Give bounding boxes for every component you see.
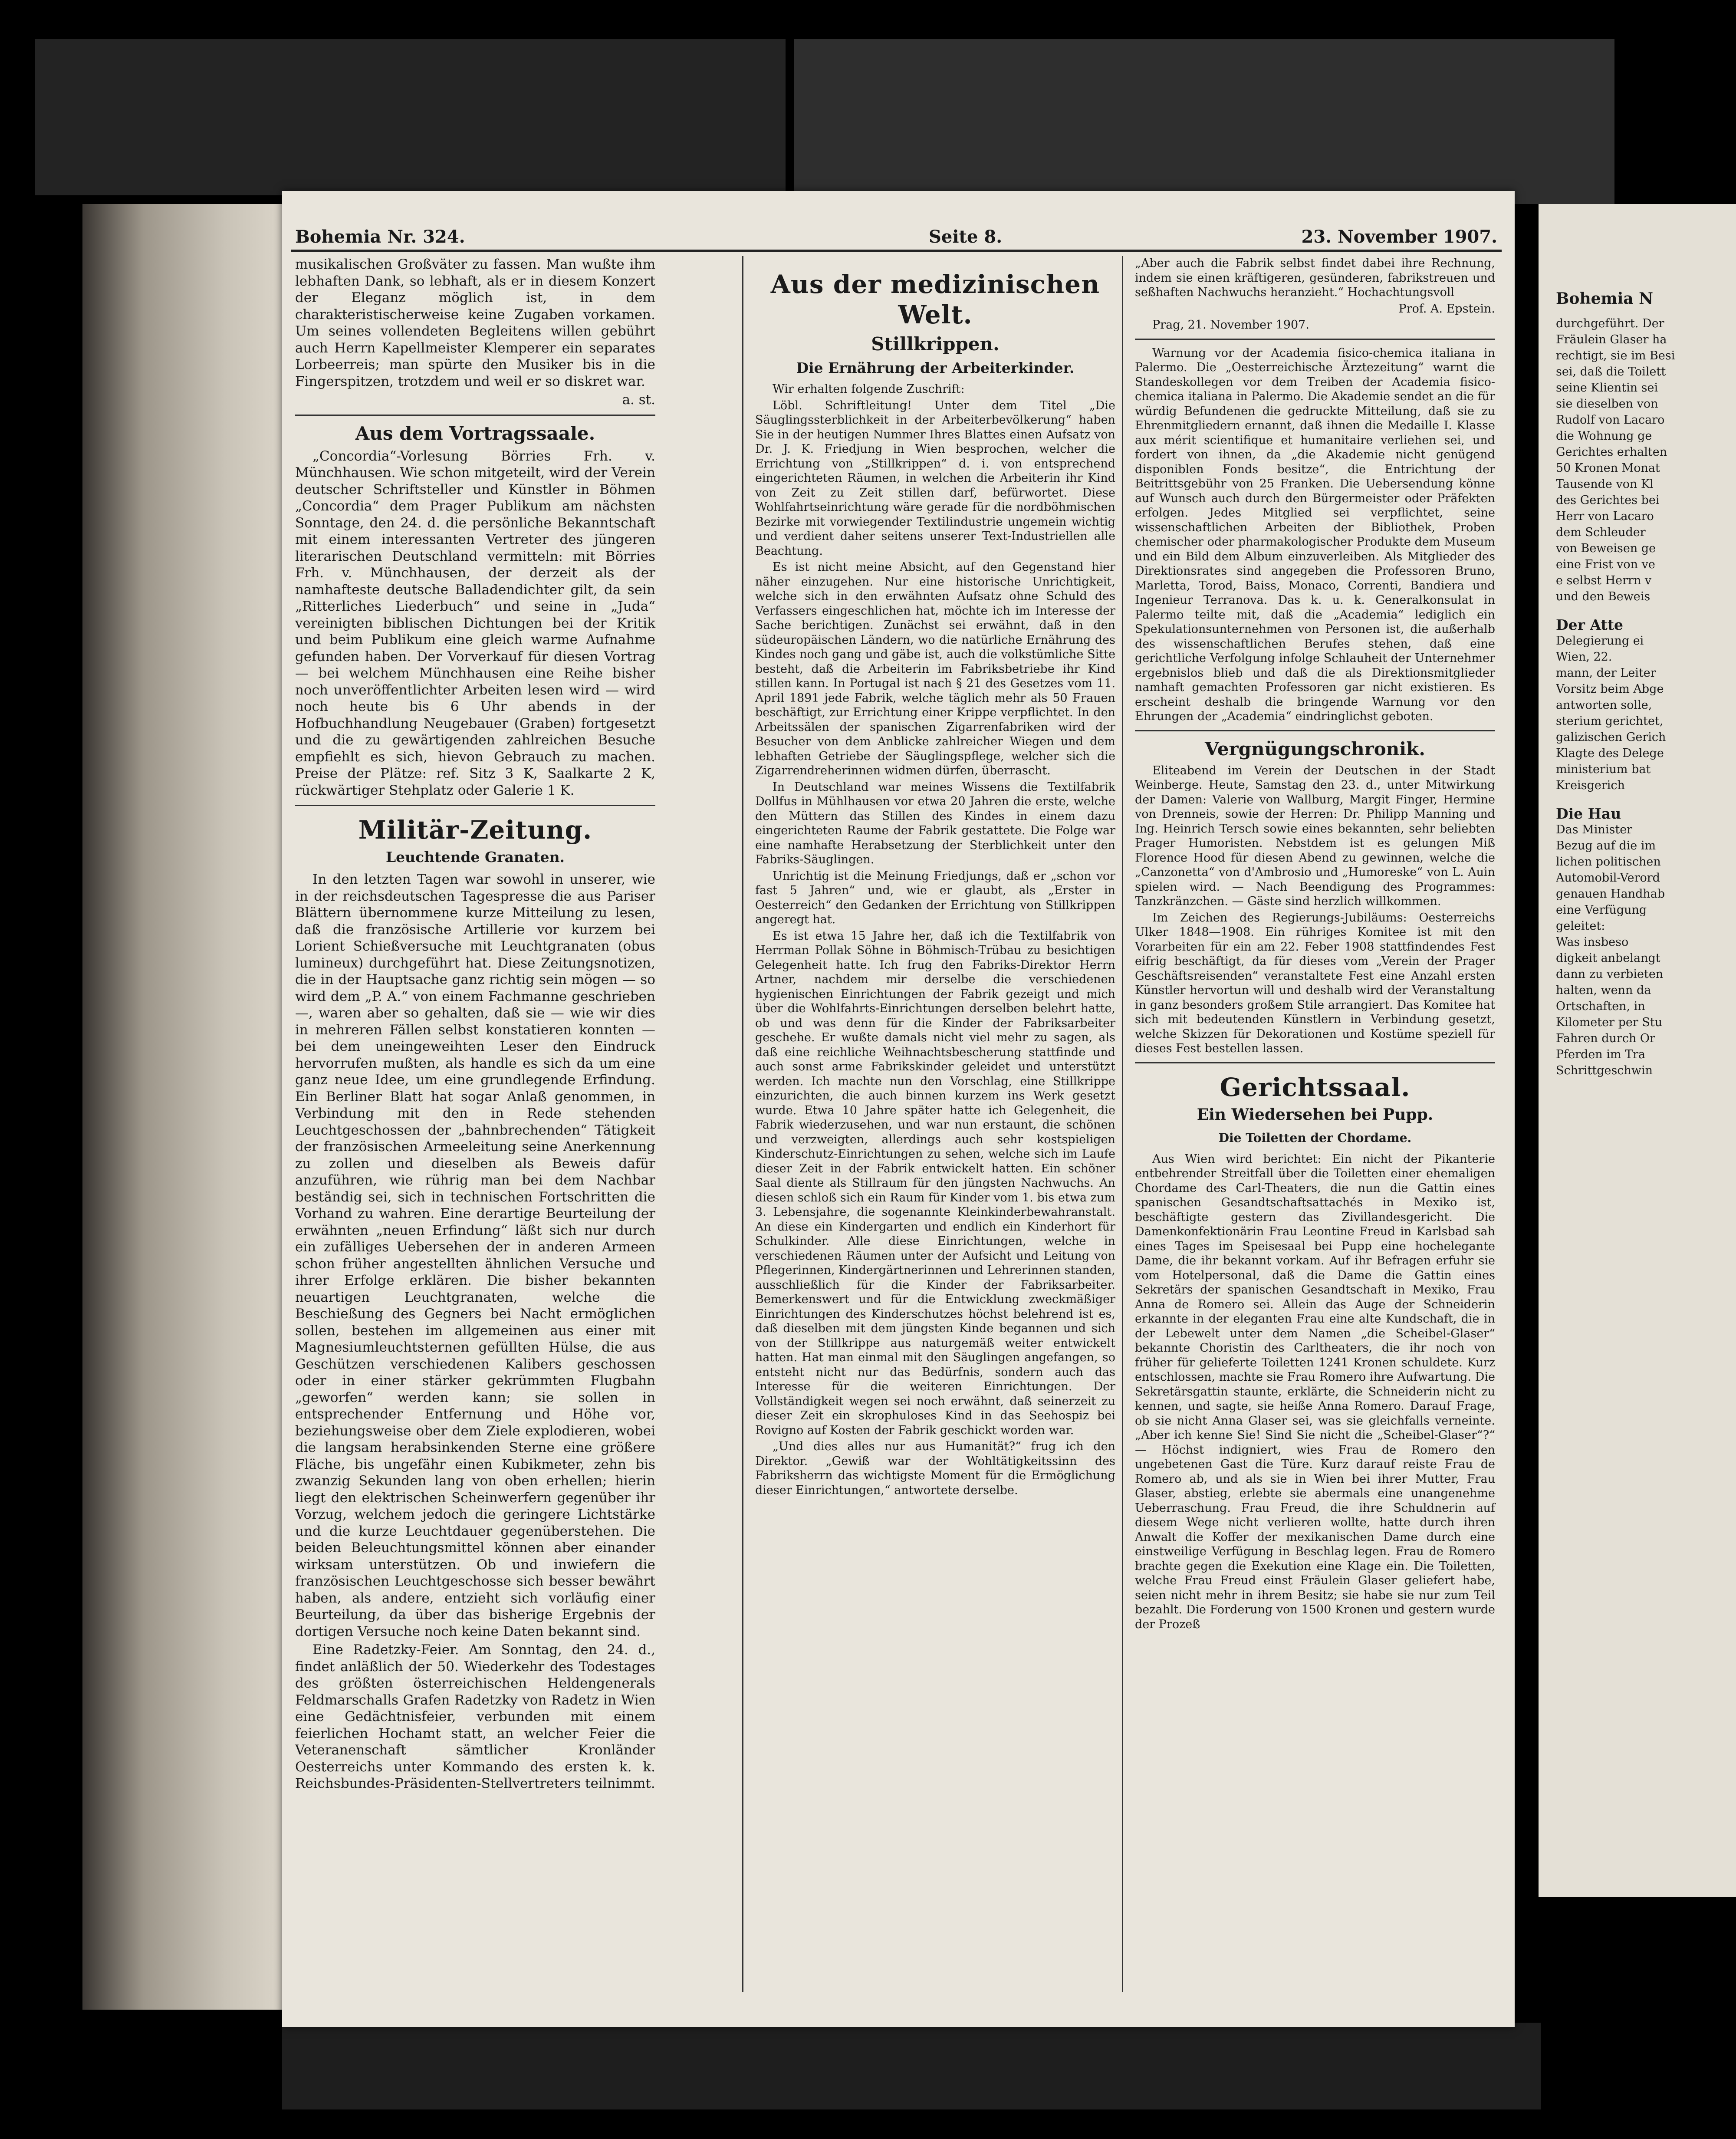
gericht-subheading: Ein Wiedersehen bei Pupp. — [1197, 1105, 1434, 1124]
facing-line: Rudolf von Lacaro — [1556, 413, 1665, 427]
facing-line: Ortschaften, in — [1556, 1000, 1645, 1013]
facing-line: dem Schleuder — [1556, 526, 1646, 539]
column-1 — [295, 256, 655, 1794]
film-background-bottom — [282, 2023, 1541, 2109]
music-review-signature: a. st. — [622, 392, 655, 408]
facing-line: und den Beweis — [1556, 590, 1651, 603]
film-background-top-right — [794, 39, 1614, 204]
facing-line: galizischen Gerich — [1556, 731, 1666, 744]
facing-line: Fräulein Glaser ha — [1556, 333, 1667, 346]
facing-line: sterium gerichtet, — [1556, 714, 1664, 728]
column-rule — [742, 256, 743, 1992]
header-date: 23. November 1907. — [1301, 227, 1497, 247]
letter-signature: Prof. A. Epstein. — [1398, 302, 1495, 316]
facing-line: genauen Handhab — [1556, 887, 1665, 901]
facing-line: Automobil-Verord — [1556, 871, 1660, 885]
facing-line: Das Minister — [1556, 823, 1633, 836]
section-divider — [295, 805, 655, 806]
header-page-number: Seite 8. — [929, 227, 1003, 247]
facing-line: Delegierung ei — [1556, 634, 1644, 648]
newspaper-page — [282, 191, 1515, 2027]
column-rule — [1122, 256, 1123, 1992]
letter-paragraph: „Und dies alles nur aus Humanität?“ frug ich den Direktor. „Gewiß war der Wohltätigkeitssinn des Fabriksherrn das wichtigste Moment für die Ermöglichung dieser Einrichtungen,“ antwortete derselbe. — [755, 1440, 1115, 1497]
facing-subheading: Die Hau — [1556, 806, 1621, 822]
facing-line: Vorsitz beim Abge — [1556, 682, 1664, 696]
facing-line: die Wohnung ge — [1556, 429, 1652, 443]
letter-continuation: „Aber auch die Fabrik selbst findet dabei ihre Rechnung, indem sie einen kräftigeren, gesünderen, fabrikstreuen und seßhaften Nachwuchs heranzieht.“ Hochachtungsvoll — [1135, 257, 1495, 299]
film-background-top — [35, 39, 786, 195]
column-2 — [755, 256, 1115, 1499]
facing-line: Bezug auf die im — [1556, 839, 1656, 852]
letter-paragraph: Es ist nicht meine Absicht, auf den Gegenstand hier näher einzugehen. Nur eine historische Unrichtigkeit, welche sich in den erwähnten Aufsatz ohne Schuld des Verfassers eingeschlichen hat, möchte ich im Interesse der Sache berichtigen. Zunächst sei erwähnt, daß in den südeuropäischen Ländern, wo die natürliche Ernährung des Kindes noch gang und gäbe ist, auch die volkstümliche Sitte besteht, daß die Arbeiterin im Fabriksbetriebe ihr Kind stillen kann. In Portugal ist nach § 21 des Gesetzes vom 11. April 1891 jede Fabrik, welche täglich mehr als 50 Frauen beschäftigt, zur Errichtung einer Krippe verpflichtet. In den Arbeitssälen der spanischen Zigarrenfabriken wird der Besucher von dem Anblicke zahlreicher Wiegen und dem lebhaften Getriebe der Säuglingspflege, welcher sich die Zigarrendreherinnen widmen dürfen, überrascht. — [755, 560, 1115, 777]
facing-line: Klagte des Delege — [1556, 747, 1664, 760]
letter-paragraph: In Deutschland war meines Wissens die Textilfabrik Dollfus in Mühlhausen vor etwa 20 Jahren die erste, welche den Müttern das Stillen des Kindes in einem dazu eingerichteten Raume der Fabrik gestattete. Die Folge war eine namhafte Herabsetzung der Sterblichkeit unter den Fabriks-Säuglingen. — [755, 780, 1115, 866]
letter-paragraph: Löbl. Schriftleitung! Unter dem Titel „Die Säuglingssterblichkeit in der Arbeiterbevölkerung“ haben Sie in der heutigen Nummer Ihres Blattes einen Aufsatz von Dr. J. K. Friedjung in Wien besprochen, welcher die Errichtung von „Stillkrippen“ d. i. von entsprechend eingerichteten Räumen, in welchen die Arbeiterin ihr Kind von Zeit zu Zeit stillen darf, befürwortet. Diese Wohlfahrtseinrichtung wäre gerade für die nordböhmischen Bezirke mit vorwiegender Textilindustrie ungemein wichtig und verdient daher seitens unserer Text-Industriellen alle Beachtung. — [755, 398, 1115, 558]
facing-line: Was insbeso — [1556, 935, 1629, 949]
gericht-heading: Gerichtssaal. — [1220, 1072, 1410, 1102]
facing-line: Gerichtes erhalten — [1556, 445, 1667, 459]
vortrag-article: „Concordia“-Vorlesung Börries Frh. v. Münchhausen. Wie schon mitgeteilt, wird der Verein deutscher Schriftsteller und Künstler in Böhmen „Concordia“ dem Prager Publikum am nächsten Sonntage, den 24. d. die persönliche Bekanntschaft mit einem interessanten Vertreter des jüngeren literarischen Deutschland vermitteln: mit Börries Frh. v. Münchhausen, der derzeit als der namhafteste deutsche Balladendichter gilt, da sein „Ritterliches Liederbuch“ und seine in „Juda“ vereinigten biblischen Dichtungen bei der Kritik und beim Publikum eine gleich warme Aufnahme gefunden haben. Der Vorverkauf für diesen Vortrag — bei welchem Münchhausen eine Reihe bisher noch unveröffentlichter Arbeiten lesen wird — wird noch heute bis 6 Uhr abends in der Hofbuchhandlung Neugebauer (Graben) fortgesetzt und die zu gewärtigenden zahlreichen Besuche empfiehlt es sich, hievon Gebrauch zu machen. Preise der Plätze: ref. Sitz 3 K, Saalkarte 2 K, rückwärtiger Stehplatz oder Galerie 1 K. — [295, 448, 656, 798]
facing-line: eine Frist von ve — [1556, 558, 1655, 571]
section-divider — [1135, 1062, 1495, 1063]
book-page-edge — [82, 204, 286, 2010]
section-divider — [295, 415, 655, 416]
facing-line: Kreisgerich — [1556, 779, 1625, 792]
facing-line: ministerium bat — [1556, 763, 1651, 776]
facing-line: Kilometer per Stu — [1556, 1016, 1663, 1029]
eliteabend-article: Eliteabend im Verein der Deutschen in der Stadt Weinberge. Heute, Samstag den 23. d., unter Mitwirkung der Damen: Valerie von Wallburg, Margit Finger, Hermine von Drenneis, sowie der Herren: Dr. Philipp Manning und Ing. Heinrich Tersch sowie eines bekannten, sehr beliebten Prager Humoristen. Nebstdem ist es gelungen Miß Florence Hood für diesen Abend zu gewinnen, welche die „Canzonetta“ von d'Ambrosio und „Humoreske“ von L. Auin spielen wird. — Nach Beendigung des Programmes: Tanzkränzchen. — Gäste sind herzlich willkommen. — [1135, 763, 1495, 908]
facing-line: Herr von Lacaro — [1556, 510, 1654, 523]
medizin-heading: Aus der medizinischen Welt. — [770, 270, 1100, 329]
column-3 — [1135, 256, 1495, 1633]
facing-line: rechtigt, sie im Besi — [1556, 349, 1675, 362]
vortrag-heading: Aus dem Vortragssaale. — [355, 422, 595, 444]
facing-line: eine Verfügung — [1556, 903, 1647, 917]
militaer-subheading: Leuchtende Granaten. — [385, 849, 565, 865]
jubilaeum-article: Im Zeichen des Regierungs-Jubiläums: Oesterreichs Ulker 1848—1908. Ein rühriges Komitee ist mit den Vorarbeiten für ein am 22. Feber 1908 stattfindendes Fest eifrig beschäftigt, da für dieses vom „Verein der Prager Geschäftsreisenden“ veranstaltete Fest eine Anzahl ersten Künstler hervortun will und deshalb wird der Veranstaltung in ganz besonders großem Stile arrangiert. Das Komitee hat sich mit bedeutenden Künstlern in Verbindung gesetzt, welche Skizzen für Dekorationen und Kostüme speziell für dieses Fest bestellen lassen. — [1135, 911, 1495, 1055]
page-header — [291, 224, 1502, 252]
letter-paragraph: Unrichtig ist die Meinung Friedjungs, daß er „schon vor fast 5 Jahren“ und, wie er glaubt, als „Erster in Oesterreich“ den Gedanken der Errichtung von Stillkrippen angeregt hat. — [755, 869, 1115, 926]
medizin-subheading: Stillkrippen. — [871, 333, 1000, 355]
vergnuegung-heading: Vergnügungschronik. — [1205, 738, 1425, 760]
gericht-subsubheading: Die Toiletten der Chordame. — [1218, 1130, 1412, 1145]
facing-line: von Beweisen ge — [1556, 542, 1656, 555]
facing-line: Schrittgeschwin — [1556, 1064, 1653, 1077]
facing-line: Fahren durch Or — [1556, 1032, 1655, 1045]
facing-page-column — [1556, 291, 1736, 1079]
facing-line: des Gerichtes bei — [1556, 494, 1660, 507]
medizin-subsubheading: Die Ernährung der Arbeiterkinder. — [796, 359, 1075, 376]
facing-line: dann zu verbieten — [1556, 967, 1664, 981]
facing-subheading: Der Atte — [1556, 617, 1623, 633]
facing-line: antworten solle, — [1556, 698, 1652, 712]
facing-line: halten, wenn da — [1556, 984, 1651, 997]
leuchtgranaten-article: In den letzten Tagen war sowohl in unserer, wie in der reichsdeutschen Tagespresse die aus Pariser Blättern übernommene kurze Mitteilung zu lesen, daß die französische Artillerie vor kurzem bei Lorient Schießversuche mit Leuchtgranaten (obus lumineux) durchgeführt hat. Diese Zeitungsnotizen, die in der Hauptsache ganz richtig sein mögen — so wird dem „P. A.“ von einem Fachmanne geschrieben —, waren aber so gehalten, daß sie — wie wir dies in mehreren Fällen selbst konstatieren konnten — bei dem uneingeweihten Leser den Eindruck hervorrufen mußten, als handle es sich da um eine ganz neue Idee, um eine grundlegende Erfindung. Ein Berliner Blatt hat sogar Anlaß genommen, in Verbindung mit den in Rede stehenden Leuchtgeschossen der „bahnbrechenden“ Tätigkeit der französischen Armeeleitung seine Anerkennung zu zollen und dieselben als Beweis dafür anzuführen, wie rührig man bei dem Nachbar beständig sei, sich in technischen Fortschritten die Vorhand zu wahren. Eine derartige Beurteilung der erwähnten „neuen Erfindung“ läßt sich nur durch ein zufälliges Uebersehen der in anderen Armeen schon früher angestellten ähnlichen Versuche und ihrer Erfolge erklären. Die bisher bekannten neuartigen Leuchtgranaten, welche die Beschießung des Gegners bei Nacht ermöglichen sollen, bestehen im allgemeinen aus einer mit Magnesiumleuchtsternen gefüllten Hülse, die aus Geschützen verschiedenen Kalibers geschossen oder in einer stärker gekrümmten Flugbahn „geworfen“ werden kann; sie sollen in entsprechender Entfernung und Höhe vor, beziehungsweise ober dem Ziele explodieren, wobei die langsam herabsinkenden Sterne eine größere Fläche, bis ungefähr einen Kubikmeter, zehn bis zwanzig Sekunden lang von oben erhellen; hierin liegt den elektrischen Scheinwerfern gegenüber ihr Vorzug, welchem jedoch die geringere Lichtstärke und die kurze Leuchtdauer gegenüberstehen. Die beiden Beleuchtungsmittel können aber einander wirksam unterstützen. Ob und inwiefern die französischen Leuchtgeschosse sich besser bewährt haben, als andere, entzieht sich vorläufig einer Beurteilung, da über das bisherige Ergebnis der dortigen Versuche noch keine Daten bekannt sind. — [295, 872, 655, 1639]
militaer-heading: Militär-Zeitung. — [358, 815, 592, 845]
section-divider — [1135, 339, 1495, 340]
facing-line: sei, daß die Toilett — [1556, 365, 1666, 378]
facing-line: sie dieselben von — [1556, 397, 1658, 411]
facing-line: lichen politischen — [1556, 855, 1661, 869]
facing-line: durchgeführt. Der — [1556, 317, 1664, 330]
radetzky-article: Eine Radetzky-Feier. Am Sonntag, den 24. d., findet anläßlich der 50. Wiederkehr des Todestages des größten österreichischen Heldengenerals Feldmarschalls Grafen Radetzky von Radetz in Wien eine Gedächtnisfeier, verbunden mit einem feierlichen Hochamt statt, an welcher Feier die Veteranenschaft sämtlicher Kronländer Oesterreichs unter Kommando des ersten k. k. Reichsbundes-Präsidenten-Stellvertreters teilnimmt. — [295, 1642, 655, 1791]
facing-line: mann, der Leiter — [1556, 666, 1656, 680]
facing-line: seine Klientin sei — [1556, 381, 1658, 395]
facing-line: e selbst Herrn v — [1556, 574, 1652, 587]
warnung-article: Warnung vor der Academia fisico-chemica italiana in Palermo. Die „Oesterreichische Ärztezeitung“ warnt die Standeskollegen vor dem Treiben der Academia fisico-chemica italiana in Palermo. Die Akademie sendet an die für würdig Befundenen die gedruckte Mitteilung, daß sie zu Ehrenmitgliedern ernannt, daß ihnen die Medaille I. Klasse aux mérit scientifique et humanitaire verliehen sei, und fordert von ihnen, da „die Akademie nicht genügend disponiblen Fonds besitze“, die Entrichtung der Beitrittsgebühr von 25 Franken. Die Uebersendung könne auf Wunsch auch durch den Bürgermeister oder Präfekten erfolgen. Jedes Mitglied sei verpflichtet, seine wissenschaftlichen Arbeiten der Bibliothek, Proben chemischer oder pharmakologischer Produkte dem Museum und ein Bild dem Album einzuverleiben. Als Mitglieder des Direktionsrates sind angegeben die Professoren Bruno, Marletta, Torod, Baiss, Monaco, Correnti, Bandiera und Ingenieur Terranova. Das k. u. k. Generalkonsulat in Palermo teilte mit, daß die „Academia“ lediglich ein Spekulationsunternehmen von Personen ist, die außerhalb des wissenschaftlichen Berufes stehen, daß eine gerichtliche Verfolgung infolge Schlauheit der Unternehmer ergebnislos blieb und daß die als Direktionsmitglieder namhaft gemachten Professoren gar nicht existieren. Es erscheint deshalb die bringende Warnung vor den Ehrungen der „Academia“ eindringlichst geboten. — [1135, 346, 1495, 723]
facing-line: digkeit anbelangt — [1556, 951, 1660, 965]
facing-page — [1539, 204, 1736, 1897]
facing-line: Pferden im Tra — [1556, 1048, 1646, 1061]
facing-line: 50 Kronen Monat — [1556, 461, 1660, 475]
music-review-end: musikalischen Großväter zu fassen. Man wußte ihm lebhaften Dank, so lebhaft, als er in diesem Konzert der Eleganz möglich ist, in dem charakteristischerweise keine Zugaben vorkamen. Um seines vollendeten Begleitens willen gebührt auch Herrn Kapellmeister Klemperer ein separates Lorbeerreis; man spürte den Musiker bis in die Fingerspitzen, trotzdem und weil er so diskret war. — [295, 257, 655, 389]
gericht-article: Aus Wien wird berichtet: Ein nicht der Pikanterie entbehrender Streitfall über die Toiletten einer ehemaligen Chordame des Carl-Theaters, die nun die Gattin eines spanischen Gesandtschaftsattachés in Mexiko ist, beschäftigte gestern das Zivillandesgericht. Die Damenkonfektionärin Frau Leontine Freud in Karlsbad sah eines Tages im Speisesaal bei Pupp eine hochelegante Dame, die ihr bekannt vorkam. Auf ihr Befragen erfuhr sie vom Hotelpersonal, daß die Dame die Gattin eines Sekretärs der spanischen Gesandtschaft in Mexiko, Frau Anna de Romero sei. Allein das Auge der Schneiderin erkannte in der eleganten Frau eine alte Kundschaft, die in der Lebewelt unter dem Namen „die Scheibel-Glaser“ bekannte Choristin des Carltheaters, die ihr noch von früher für gelieferte Toiletten 1241 Kronen schuldete. Kurz entschlossen, machte sie Frau Romero ihre Aufwartung. Die Sekretärsgattin staunte, erklärte, die Schneiderin nicht zu kennen, und sagte, sie heiße Anna Romero. Darauf Frage, ob sie nicht Anna Glaser sei, was sie gleichfalls verneinte. „Aber ich kenne Sie! Sind Sie nicht die „Scheibel-Glaser“?“ — Höchst indigniert, wies Frau de Romero den ungebetenen Gast die Türe. Kurz darauf reiste Frau de Romero ab, und als sie in Wien bei ihrer Mutter, Frau Glaser, abstieg, erlebte sie abermals eine unangenehme Ueberraschung. Frau Freud, die ihre Schuldnerin auf diesem Wege nicht verlieren wollte, hatte durch ihren Anwalt die Koffer der mexikanischen Dame durch eine einstweilige Verfügung in Beschlag legen. Frau de Romero brachte gegen die Exekution eine Klage ein. Die Toiletten, welche Frau Freud einst Fräulein Glaser geliefert habe, seien nicht mehr in ihrem Besitz; sie habe sie nur zum Teil bezahlt. Die Forderung von 1500 Kronen und gestern wurde der Prozeß — [1135, 1152, 1495, 1631]
letter-paragraph: Es ist etwa 15 Jahre her, daß ich die Textilfabrik von Herrman Pollak Söhne in Böhmisch-Trübau zu besichtigen Gelegenheit hatte. Ich frug den Fabriks-Direktor Herrn Artner, nachdem mir derselbe die verschiedenen hygienischen Einrichtungen der Fabrik gezeigt und mich über die Wohlfahrts-Einrichtungen derselben belehrt hatte, ob und was denn für die Kinder der Fabriksarbeiter geschehe. Er wußte damals nicht viel mehr zu sagen, als daß eine reichliche Weihnachtsbescherung stattfinde und auch sonst arme Fabrikskinder geleidet und unterstützt werden. Ich machte nun den Vorschlag, eine Stillkrippe einzurichten, die auch binnen kurzem ins Werk gesetzt wurde. Etwa 10 Jahre später hatte ich Gelegenheit, die Fabrik wiederzusehen, und war nun erstaunt, die schönen und verzweigten, allerdings auch sehr kostspieligen Kinderschutz-Einrichtungen zu sehen, welche sich im Laufe dieser Zeit in der Fabrik entwickelt hatten. Ein schöner Saal diente als Stillraum für den jüngsten Nachwuchs. An diesen schloß sich ein Raum für Kinder vom 1. bis etwa zum 3. Lebensjahre, die sogenannte Kleinkinderbewahranstalt. An diese ein Kindergarten und endlich ein Kinderhort für Schulkinder. Alle diese Einrichtungen, welche in verschiedenen Räumen unter der Aufsicht und Leitung von Pflegerinnen, Kindergärtnerinnen und Lehrerinnen standen, ausschließlich für die Kinder der Fabriksarbeiter. Bemerkenswert und für die Entwicklung zweckmäßiger Einrichtungen des Kinderschutzes höchst belehrend ist es, daß dieselben mit dem jüngsten Kinde begannen und sich von der Stillkrippe aus naturgemäß weiter entwickelt hatten. Hat man einmal mit den Säuglingen angefangen, so entsteht nicht nur das Bedürfnis, sondern auch das Interesse für die weiteren Einrichtungen. Der Vollständigkeit wegen sei noch erwähnt, daß seinerzeit zu dieser Zeit ein skrophuloses Kind in das Seehospiz bei Rovigno auf Kosten der Fabrik geschickt worden war. — [755, 929, 1115, 1437]
facing-line: Wien, 22. — [1556, 650, 1612, 664]
letter-lead: Wir erhalten folgende Zuschrift: — [773, 382, 965, 396]
facing-line: Tausende von Kl — [1556, 477, 1654, 491]
header-issue: Bohemia Nr. 324. — [295, 227, 465, 247]
facing-page-header: Bohemia N — [1556, 291, 1654, 307]
facing-line: geleitet: — [1556, 919, 1605, 933]
letter-dateline: Prag, 21. November 1907. — [1152, 318, 1309, 332]
section-divider — [1135, 730, 1495, 731]
